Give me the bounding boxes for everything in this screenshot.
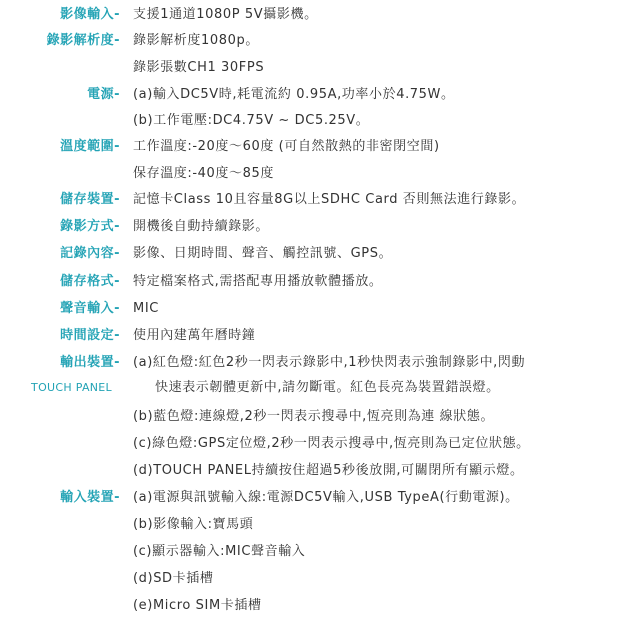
spec-label: 儲存裝置- <box>60 192 120 207</box>
spec-value: 錄影解析度1080p。 <box>133 33 259 48</box>
spec-label: 輸出裝置- <box>60 355 120 370</box>
spec-label: 聲音輸入- <box>60 301 120 316</box>
spec-label: 記錄內容- <box>60 246 120 261</box>
spec-row-display-input <box>0 542 620 562</box>
spec-value: 工作溫度:-20度～60度 (可自然散熱的非密閉空間) <box>133 139 440 154</box>
spec-label: 錄影解析度- <box>46 33 120 48</box>
spec-sublabel: TOUCH PANEL <box>31 381 112 394</box>
spec-row-temperature <box>0 137 620 157</box>
spec-value: (a)輸入DC5V時,耗電流約 0.95A,功率小於4.75W。 <box>133 87 455 102</box>
spec-row-green-led <box>0 434 620 454</box>
spec-value: 特定檔案格式,需搭配專用播放軟體播放。 <box>133 274 383 289</box>
spec-label: 錄影方式- <box>60 219 120 234</box>
spec-row-resolution-fps <box>0 58 620 78</box>
spec-row-storage-format <box>0 272 620 292</box>
spec-value: 使用內建萬年曆時鐘 <box>133 328 256 343</box>
spec-value: 快速表示韌體更新中,請勿斷電。紅色長亮為裝置錯誤燈。 <box>155 380 500 395</box>
spec-row-audio-input <box>0 299 620 319</box>
spec-value: 開機後自動持續錄影。 <box>133 219 270 234</box>
spec-row-power <box>0 85 620 105</box>
spec-value: (d)TOUCH PANEL持續按住超過5秒後放開,可關閉所有顯示燈。 <box>133 463 524 478</box>
spec-value: (c)綠色燈:GPS定位燈,2秒一閃表示搜尋中,恆亮則為已定位狀態。 <box>133 436 530 451</box>
spec-label: 影像輸入- <box>60 7 120 22</box>
spec-label: 儲存格式- <box>60 274 120 289</box>
spec-value: 保存溫度:-40度～85度 <box>133 166 274 181</box>
spec-value: (e)Micro SIM卡插槽 <box>133 598 262 613</box>
spec-row-video-input <box>0 5 620 25</box>
spec-row-video-input-connector <box>0 515 620 535</box>
spec-row-blue-led <box>0 407 620 427</box>
spec-row-output-device <box>0 353 620 373</box>
spec-label: 溫度範圍- <box>60 139 120 154</box>
spec-row-input-device <box>0 488 620 508</box>
spec-value: (a)電源與訊號輸入線:電源DC5V輸入,USB TypeA(行動電源)。 <box>133 490 519 505</box>
spec-value: MIC <box>133 301 159 316</box>
spec-row-recording-content <box>0 244 620 264</box>
spec-row-power-voltage <box>0 111 620 131</box>
spec-row-time-setting <box>0 326 620 346</box>
spec-label: 時間設定- <box>60 328 120 343</box>
spec-value: (c)顯示器輸入:MIC聲音輸入 <box>133 544 306 559</box>
spec-value: 支援1通道1080P 5V攝影機。 <box>133 7 318 22</box>
spec-value: (a)紅色燈:紅色2秒一閃表示錄影中,1秒快閃表示強制錄影中,閃動 <box>133 355 526 370</box>
spec-row-storage-device <box>0 190 620 210</box>
spec-value: 記憶卡Class 10且容量8G以上SDHC Card 否則無法進行錄影。 <box>133 192 526 207</box>
spec-value: (b)影像輸入:寶馬頭 <box>133 517 254 532</box>
spec-label: 電源- <box>87 87 120 102</box>
spec-row-output-device-cont <box>0 378 620 398</box>
spec-value: (b)藍色燈:連線燈,2秒一閃表示搜尋中,恆亮則為連 線狀態。 <box>133 409 495 424</box>
spec-value: (b)工作電壓:DC4.75V ~ DC5.25V。 <box>133 113 370 128</box>
spec-row-recording-mode <box>0 217 620 237</box>
spec-value: 影像、日期時間、聲音、觸控訊號、GPS。 <box>133 246 393 261</box>
spec-value: 錄影張數CH1 30FPS <box>133 60 265 75</box>
spec-row-resolution <box>0 31 620 51</box>
spec-row-sd-slot <box>0 569 620 589</box>
spec-row-storage-temperature <box>0 164 620 184</box>
spec-value: (d)SD卡插槽 <box>133 571 214 586</box>
spec-row-touch-panel <box>0 461 620 481</box>
spec-row-sim-slot <box>0 596 620 616</box>
spec-label: 輸入裝置- <box>60 490 120 505</box>
